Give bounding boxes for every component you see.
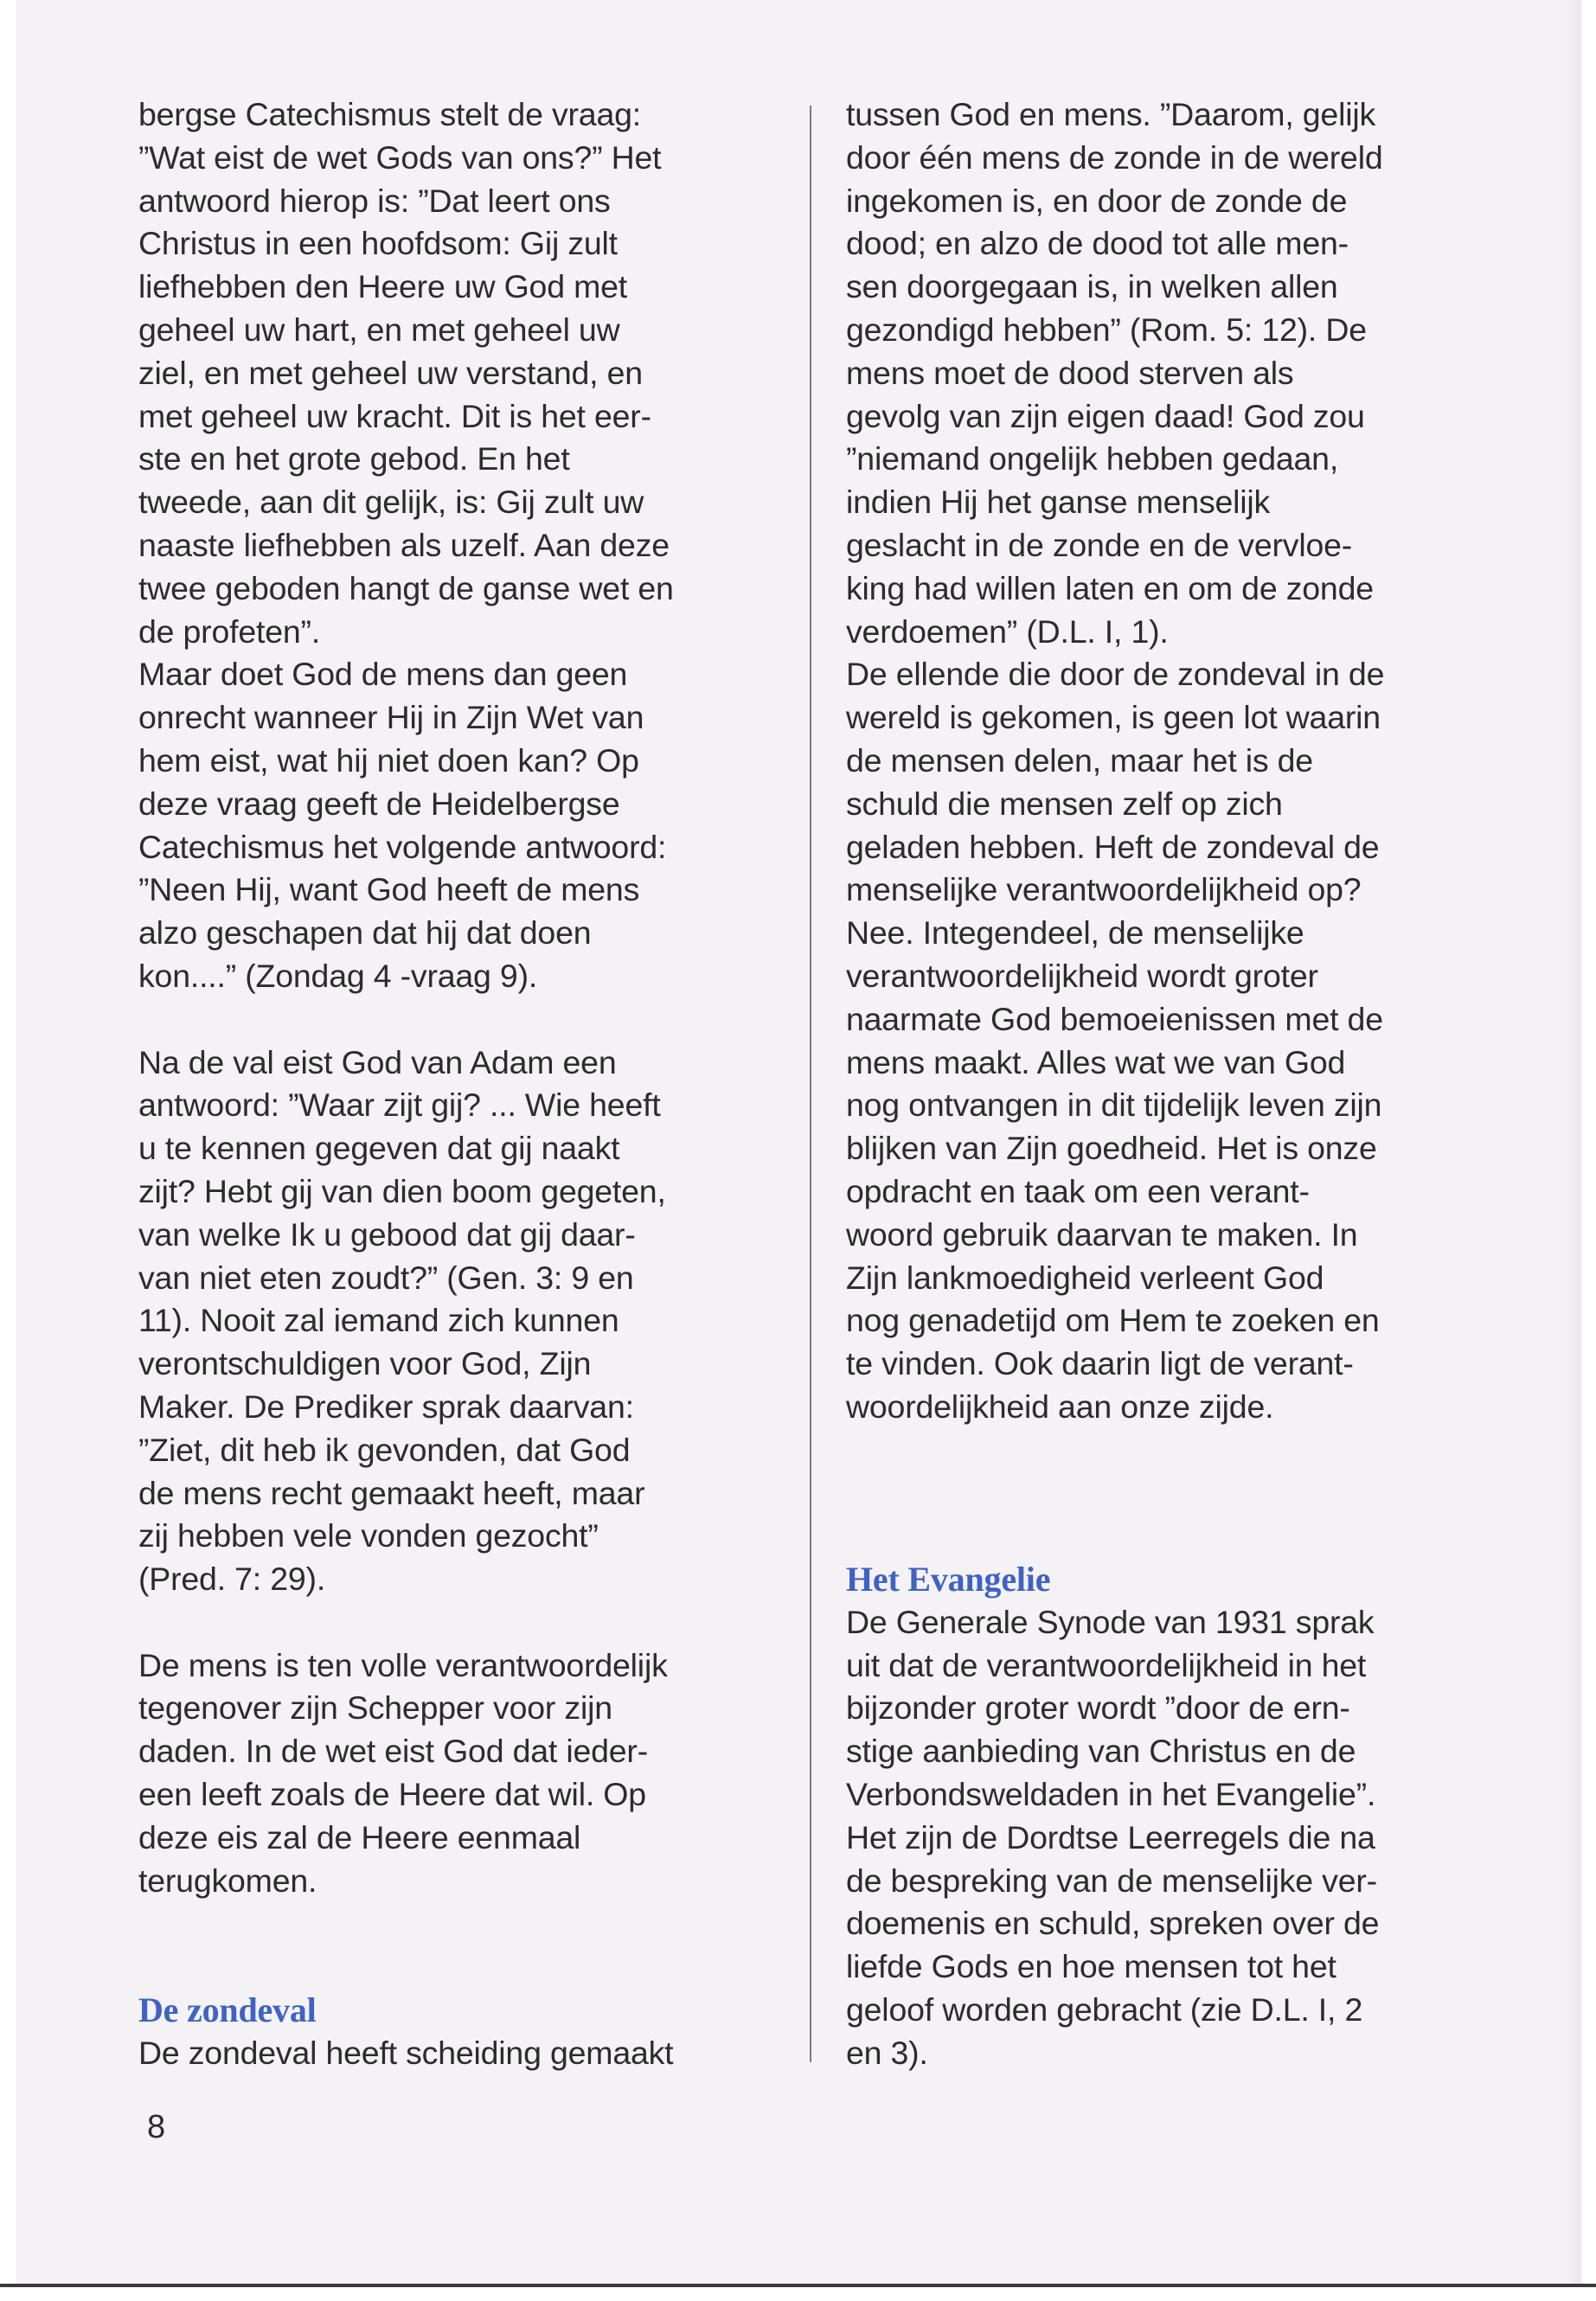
text-line: geladen hebben. Heft de zondeval de [846,828,1380,865]
text-line: woord gebruik daarvan te maken. In [846,1215,1358,1253]
text-line: menselijke verantwoordelijkheid op? [846,871,1362,908]
text-line: en 3). [846,2034,928,2071]
text-line: king had willen laten en om de zonde [846,569,1374,606]
left-para-2 [138,653,779,997]
column-divider [810,106,811,2062]
text-line: de bespreking van de menselijke ver- [846,1862,1377,1899]
text-line: liefde Gods en hoe mensen tot het [846,1948,1336,1985]
page [16,0,1581,2284]
text-line: Maar doet God de mens dan geen [138,656,628,693]
text-line: zijt? Hebt gij van dien boom gegeten, [138,1172,666,1209]
text-line: te vinden. Ook daarin ligt de verant- [846,1345,1354,1382]
text-line: tegenover zijn Schepper voor zijn [138,1689,612,1727]
spacer [138,1902,779,1989]
text-line: bergse Catechismus stelt de vraag: [138,96,641,132]
text-line: u te kennen gegeven dat gij naakt [138,1130,620,1167]
text-line: hem eist, wat hij niet doen kan? Op [138,741,639,779]
right-para-3 [846,1601,1503,2075]
text-line: gevolg van zijn eigen daad! God zou [846,397,1365,434]
text-line: dood; en alzo de dood tot alle men- [846,225,1349,262]
text-line: mens maakt. Alles wat we van God [846,1043,1346,1080]
text-line: bijzonder groter wordt ”door de ern- [846,1689,1350,1727]
text-line: De ellende die door de zondeval in de [846,656,1385,693]
text-line: antwoord: ”Waar zijt gij? ... Wie heeft [138,1086,661,1124]
right-para-2 [846,653,1503,1428]
text-line: mens moet de dood sterven als [846,354,1294,391]
text-line: opdracht en taak om een verant- [846,1172,1310,1209]
text-line: ”Ziet, dit heb ik gevonden, dat God [138,1431,631,1468]
left-para-4 [138,1644,779,1903]
text-line: door één mens de zonde in de wereld [846,138,1383,176]
text-line: deze vraag geeft de Heidelbergse [138,785,620,822]
text-line: ”Neen Hij, want God heeft de mens [138,871,640,908]
text-line: kon....” (Zondag 4 -vraag 9). [138,957,538,994]
text-line: daden. In de wet eist God dat ieder- [138,1733,649,1770]
bottom-rule [0,2284,1596,2287]
text-line: met geheel uw kracht. Dit is het eer- [138,397,651,434]
text-line: naarmate God bemoeienissen met de [846,1000,1383,1037]
left-para-1 [138,93,779,653]
text-line: sen doorgegaan is, in welken allen [846,268,1338,305]
text-line: nog genadetijd om Hem te zoeken en [846,1302,1380,1339]
text-line: Nee. Integendeel, de menselijke [846,914,1304,952]
text-line: een leeft zoals de Heere dat wil. Op [138,1776,646,1813]
left-para-5 [138,2032,779,2075]
text-line: wereld is gekomen, is geen lot waarin [846,699,1381,736]
text-line: De Generale Synode van 1931 sprak [846,1603,1375,1640]
text-line: ”niemand ongelijk hebben gedaan, [846,440,1339,478]
text-line: verontschuldigen voor God, Zijn [138,1345,592,1382]
text-line: schuld die mensen zelf op zich [846,785,1283,822]
text-line: alzo geschapen dat hij dat doen [138,914,592,952]
text-line: blijken van Zijn goedheid. Het is onze [846,1130,1377,1167]
text-line: nog ontvangen in dit tijdelijk leven zijn [846,1086,1382,1124]
text-line: Verbondsweldaden in het Evangelie”. [846,1776,1376,1813]
text-line: zij hebben vele vonden gezocht” [138,1517,599,1554]
text-line: onrecht wanneer Hij in Zijn Wet van [138,699,644,736]
left-para-3 [138,1042,779,1601]
text-line: Christus in een hoofdsom: Gij zult [138,225,618,262]
right-column [846,93,1503,2075]
text-line: de mens recht gemaakt heeft, maar [138,1474,645,1511]
text-line: ziel, en met geheel uw verstand, en [138,354,643,391]
spacer [138,998,779,1042]
text-line: Na de val eist God van Adam een [138,1043,617,1080]
text-line: tweede, aan dit gelijk, is: Gij zult uw [138,484,644,521]
text-line: ste en het grote gebod. En het [138,440,570,478]
heading-het-evangelie: Het Evangelie [846,1560,1051,1599]
spacer [846,1515,1503,1558]
text-line: geslacht in de zonde en de vervloe- [846,526,1353,563]
text-line: antwoord hierop is: ”Dat leert ons [138,182,611,219]
text-line: De zondeval heeft scheiding gemaakt [138,2034,674,2071]
text-line: ingekomen is, en door de zonde de [846,182,1348,219]
spacer [138,1601,779,1644]
text-line: woordelijkheid aan onze zijde. [846,1388,1274,1425]
text-line: tussen God en mens. ”Daarom, gelijk [846,96,1376,132]
text-line: Zijn lankmoedigheid verleent God [846,1259,1324,1296]
text-line: Maker. De Prediker sprak daarvan: [138,1388,634,1425]
text-line: Het zijn de Dordtse Leerregels die na [846,1818,1375,1856]
right-para-1 [846,93,1503,653]
text-line: (Pred. 7: 29). [138,1561,326,1598]
text-line: van niet eten zoudt?” (Gen. 3: 9 en [138,1259,634,1296]
text-line: naaste liefhebben als uzelf. Aan deze [138,526,670,563]
text-line: 11). Nooit zal iemand zich kunnen [138,1302,619,1339]
text-line: de mensen delen, maar het is de [846,741,1313,779]
text-line: de profeten”. [138,612,321,650]
text-line: geloof worden gebracht (zie D.L. I, 2 [846,1991,1363,2029]
text-line: van welke Ik u gebood dat gij daar- [138,1215,636,1253]
heading-de-zondeval: De zondeval [138,1990,317,2030]
text-line: verdoemen” (D.L. I, 1). [846,612,1169,650]
spacer [846,1429,1503,1516]
page-number: 8 [147,2109,166,2145]
text-line: verantwoordelijkheid wordt groter [846,957,1318,994]
text-line: Catechismus het volgende antwoord: [138,828,667,865]
text-line: ”Wat eist de wet Gods van ons?” Het [138,138,662,176]
text-line: stige aanbieding van Christus en de [846,1733,1356,1770]
text-line: twee geboden hangt de ganse wet en [138,569,674,606]
text-line: gezondigd hebben” (Rom. 5: 12). De [846,311,1367,348]
left-column [138,93,779,2075]
text-line: deze eis zal de Heere eenmaal [138,1818,581,1856]
text-line: terugkomen. [138,1862,317,1899]
text-line: uit dat de verantwoordelijkheid in het [846,1646,1367,1683]
text-line: liefhebben den Heere uw God met [138,268,627,305]
text-line: indien Hij het ganse menselijk [846,484,1271,521]
text-line: geheel uw hart, en met geheel uw [138,311,620,348]
text-line: doemenis en schuld, spreken over de [846,1905,1380,1942]
text-line: De mens is ten volle verantwoordelijk [138,1646,668,1683]
